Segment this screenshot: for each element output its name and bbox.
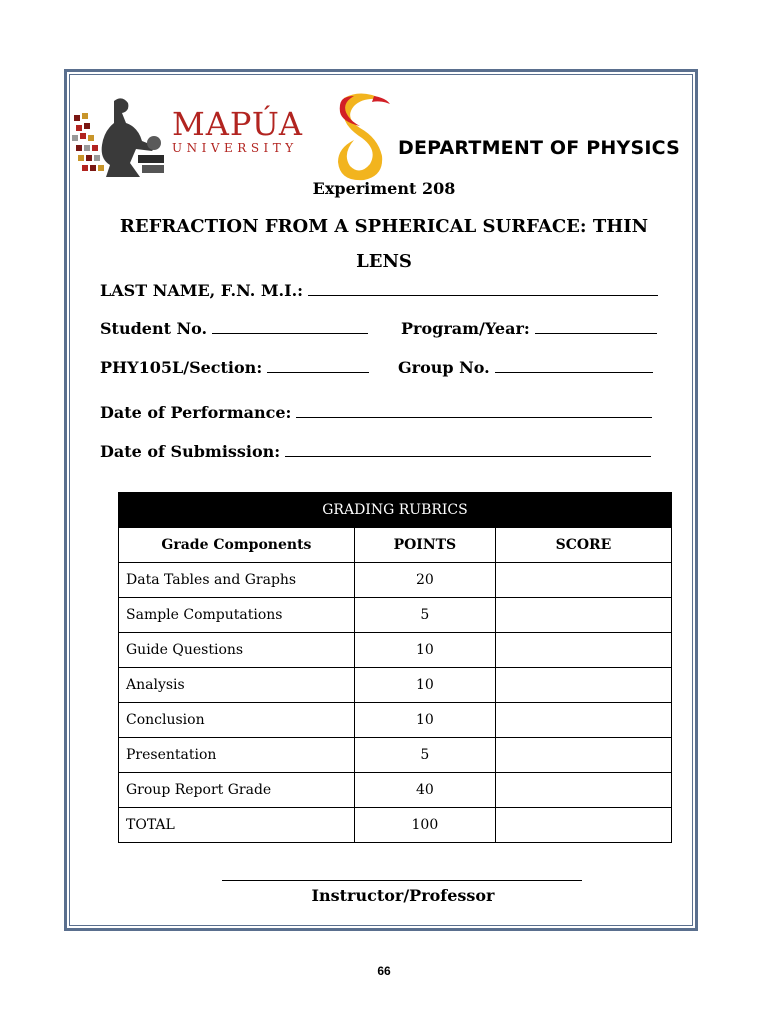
date-performance-field (100, 401, 652, 422)
component-cell: Group Report Grade (119, 773, 355, 808)
physics-swirl-icon (334, 92, 396, 182)
score-cell[interactable] (495, 773, 671, 808)
points-cell: 40 (354, 773, 495, 808)
table-row (119, 563, 672, 598)
date-submission-field (100, 440, 651, 461)
department-name: DEPARTMENT OF PHYSICS (398, 137, 681, 159)
table-row (119, 773, 672, 808)
score-cell[interactable] (495, 738, 671, 773)
points-cell: 5 (354, 738, 495, 773)
program-year-blank[interactable] (535, 317, 657, 334)
student-no-blank[interactable] (212, 317, 368, 334)
score-cell[interactable] (495, 703, 671, 738)
section-label: PHY105L/Section: (100, 358, 263, 377)
component-cell: TOTAL (119, 808, 355, 843)
group-no-blank[interactable] (495, 356, 653, 373)
column-header-components: Grade Components (119, 528, 355, 563)
student-no-field (100, 317, 368, 338)
score-cell[interactable] (495, 563, 671, 598)
points-cell: 10 (354, 668, 495, 703)
column-header-score: SCORE (495, 528, 671, 563)
last-name-field (100, 279, 658, 300)
rubric-title: GRADING RUBRICS (119, 493, 672, 528)
group-no-label: Group No. (398, 358, 490, 377)
table-row (119, 808, 672, 843)
points-cell: 10 (354, 703, 495, 738)
component-cell: Sample Computations (119, 598, 355, 633)
page-number: 66 (377, 964, 391, 978)
physics-logo (334, 92, 684, 182)
score-cell[interactable] (495, 633, 671, 668)
experiment-number: Experiment 208 (312, 179, 456, 198)
table-row (119, 633, 672, 668)
table-row (119, 598, 672, 633)
section-blank[interactable] (267, 356, 369, 373)
signature-label: Instructor/Professor (311, 886, 495, 905)
component-cell: Presentation (119, 738, 355, 773)
date-submission-label: Date of Submission: (100, 442, 281, 461)
mapua-logo (72, 93, 312, 178)
last-name-label: LAST NAME, F.N. M.I.: (100, 281, 304, 300)
component-cell: Analysis (119, 668, 355, 703)
points-cell: 100 (354, 808, 495, 843)
date-performance-blank[interactable] (296, 401, 652, 418)
university-name: MAPÚA (172, 105, 303, 143)
score-cell[interactable] (495, 808, 671, 843)
program-year-label: Program/Year: (401, 319, 530, 338)
date-performance-label: Date of Performance: (100, 403, 292, 422)
table-row (119, 738, 672, 773)
score-cell[interactable] (495, 668, 671, 703)
mapua-seated-figure-icon (72, 93, 170, 178)
section-field (100, 356, 369, 377)
points-cell: 10 (354, 633, 495, 668)
score-cell[interactable] (495, 598, 671, 633)
grading-rubric-table (118, 492, 672, 843)
program-year-field (401, 317, 657, 338)
signature-line[interactable] (222, 880, 582, 881)
date-submission-blank[interactable] (285, 440, 651, 457)
student-no-label: Student No. (100, 319, 208, 338)
component-cell: Conclusion (119, 703, 355, 738)
table-row (119, 703, 672, 738)
experiment-title: REFRACTION FROM A SPHERICAL SURFACE: THIN LENS (119, 216, 649, 272)
component-cell: Guide Questions (119, 633, 355, 668)
points-cell: 20 (354, 563, 495, 598)
table-row (119, 668, 672, 703)
column-header-points: POINTS (354, 528, 495, 563)
university-subtitle: UNIVERSITY (172, 141, 298, 155)
group-no-field (398, 356, 653, 377)
points-cell: 5 (354, 598, 495, 633)
component-cell: Data Tables and Graphs (119, 563, 355, 598)
last-name-blank[interactable] (308, 279, 658, 296)
